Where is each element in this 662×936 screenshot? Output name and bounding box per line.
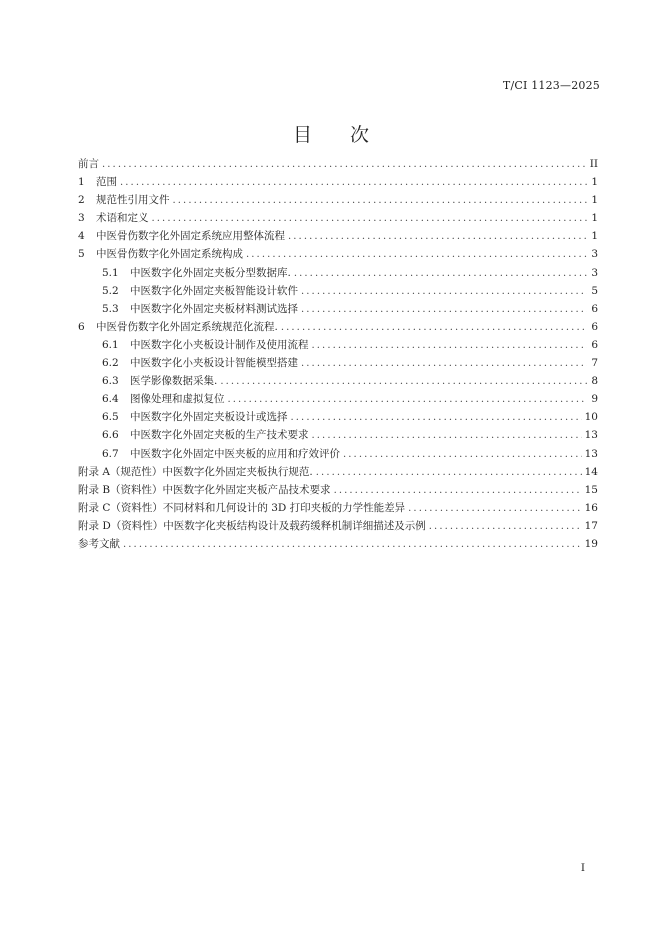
toc-dot-leader — [301, 301, 587, 319]
toc-entry-label: 中医数字化外固定夹板智能设计软件 — [130, 284, 298, 297]
toc-entry[interactable] — [78, 354, 598, 372]
toc-entry-label: 中医数字化小夹板设计制作及使用流程 — [130, 338, 309, 351]
toc-dot-leader — [123, 536, 582, 554]
toc-dot-leader — [220, 373, 587, 391]
toc-entry-label: 中医数字化外固定夹板设计或选择 — [130, 411, 288, 424]
toc-entry-page: 1 — [591, 230, 598, 243]
toc-dot-leader — [429, 518, 582, 536]
toc-entry-label: 中医骨伤数字化外固定系统规范化流程. — [96, 320, 278, 333]
toc-entry-number: 5 — [78, 248, 85, 261]
toc-entry[interactable] — [78, 426, 598, 444]
toc-entry[interactable] — [78, 445, 598, 463]
toc-entry[interactable] — [78, 264, 598, 282]
toc-entry-number: 6.6 — [102, 429, 119, 442]
toc-entry-number: 4 — [78, 230, 85, 243]
toc-entry-number: 6.3 — [102, 375, 119, 388]
toc-dot-leader — [246, 246, 587, 264]
toc-entry-label: 范围 — [96, 176, 117, 189]
toc-entry-label: 中医数字化外固定夹板分型数据库. — [130, 266, 291, 279]
toc-dot-leader — [288, 228, 587, 246]
toc-entry-label: 附录 A（规范性）中医数字化外固定夹板执行规范. — [78, 465, 313, 478]
toc-entry-page: 3 — [591, 248, 598, 261]
toc-entry-number: 5.3 — [102, 302, 119, 315]
toc-entry[interactable] — [78, 282, 598, 300]
toc-entry[interactable] — [78, 245, 598, 263]
toc-entry-page: 15 — [584, 483, 598, 496]
toc-entry-page: 13 — [584, 447, 598, 460]
toc-entry-page: 17 — [584, 519, 598, 532]
toc-entry[interactable] — [78, 155, 598, 173]
toc-entry-label: 中医数字化外固定夹板的生产技术要求 — [130, 429, 309, 442]
toc-entry-label: 中医数字化外固定中医夹板的应用和疗效评价 — [130, 447, 340, 460]
toc-dot-leader — [173, 192, 588, 210]
toc-entry-label: 图像处理和虚拟复位 — [130, 393, 225, 406]
toc-entry[interactable] — [78, 227, 598, 245]
standard-code: T/CI 1123—2025 — [502, 79, 600, 92]
toc-dot-leader — [120, 174, 587, 192]
toc-entry[interactable] — [78, 173, 598, 191]
toc-entry-label: 前言 — [78, 158, 99, 170]
toc-entry-label: 中医骨伤数字化外固定系统构成 — [96, 248, 243, 261]
toc-entry-label: 中医数字化小夹板设计智能模型搭建 — [130, 357, 298, 370]
toc-entry-number: 6.4 — [102, 393, 119, 406]
toc-entry-page: 19 — [584, 537, 598, 550]
toc-dot-leader — [291, 409, 582, 427]
toc-entry-page: 1 — [591, 194, 598, 207]
toc-entry[interactable] — [78, 499, 598, 517]
toc-dot-leader — [152, 210, 588, 228]
toc-entry[interactable] — [78, 191, 598, 209]
toc-entry[interactable] — [78, 463, 598, 481]
toc-entry[interactable] — [78, 209, 598, 227]
toc-entry[interactable] — [78, 300, 598, 318]
toc-entry-label: 附录 B（资料性）中医数字化外固定夹板产品技术要求 — [78, 483, 331, 496]
toc-entry-page: 13 — [584, 429, 598, 442]
toc-entry-label: 中医数字化外固定夹板材料测试选择 — [130, 302, 298, 315]
toc-dot-leader — [301, 283, 587, 301]
toc-entry-page: 3 — [591, 266, 598, 279]
toc-entry-label: 附录 D（资料性）中医数字化夹板结构设计及载药缓释机制详细描述及示例 — [78, 519, 426, 532]
toc-entry-number: 6.5 — [102, 411, 119, 424]
toc-entry-page: 16 — [584, 501, 598, 514]
toc-entry-page: 14 — [584, 465, 598, 478]
toc-entry-page: 6 — [591, 320, 598, 333]
toc-entry-label: 规范性引用文件 — [96, 194, 170, 207]
toc-dot-leader — [312, 427, 582, 445]
toc-entry-number: 1 — [78, 176, 85, 189]
toc-entry-label: 附录 C（资料性）不同材料和几何设计的 3D 打印夹板的力学性能差异 — [78, 501, 406, 514]
toc-entry-page: 9 — [591, 393, 598, 406]
toc-dot-leader — [408, 500, 581, 518]
toc-entry-label: 参考文献 — [78, 537, 120, 550]
toc-entry-page: 7 — [591, 357, 598, 370]
toc-entry-label: 中医骨伤数字化外固定系统应用整体流程 — [96, 230, 285, 243]
toc-dot-leader — [102, 156, 587, 174]
toc-entry-page: 10 — [584, 411, 598, 424]
toc-entry-page: II — [589, 158, 598, 170]
page-number: I — [580, 862, 585, 874]
toc-entry[interactable] — [78, 336, 598, 354]
toc-dot-leader — [294, 265, 587, 283]
table-of-contents — [78, 155, 598, 553]
toc-entry-number: 3 — [78, 212, 85, 225]
toc-entry[interactable] — [78, 481, 598, 499]
toc-dot-leader — [316, 464, 582, 482]
toc-entry-number: 6.2 — [102, 357, 119, 370]
toc-entry-page: 5 — [591, 284, 598, 297]
toc-entry[interactable] — [78, 390, 598, 408]
page-title: 目 次 — [292, 124, 369, 146]
toc-entry[interactable] — [78, 408, 598, 426]
toc-entry[interactable] — [78, 517, 598, 535]
toc-entry-page: 8 — [591, 375, 598, 388]
toc-entry-page: 1 — [591, 176, 598, 189]
toc-dot-leader — [228, 391, 588, 409]
toc-entry-number: 5.1 — [102, 266, 119, 279]
toc-entry-page: 6 — [591, 302, 598, 315]
toc-entry-number: 6.1 — [102, 338, 119, 351]
toc-dot-leader — [312, 337, 588, 355]
toc-dot-leader — [281, 319, 587, 337]
toc-entry-number: 6.7 — [102, 447, 119, 460]
toc-entry-label: 医学影像数据采集. — [130, 375, 218, 388]
toc-entry-page: 6 — [591, 338, 598, 351]
toc-dot-leader — [334, 482, 582, 500]
toc-entry-label: 术语和定义 — [96, 212, 149, 225]
toc-entry[interactable] — [78, 372, 598, 390]
toc-entry-page: 1 — [591, 212, 598, 225]
toc-entry[interactable] — [78, 318, 598, 336]
toc-entry-number: 6 — [78, 320, 85, 333]
toc-entry-number: 2 — [78, 194, 85, 207]
toc-dot-leader — [301, 355, 587, 373]
toc-entry-number: 5.2 — [102, 284, 119, 297]
toc-dot-leader — [343, 446, 582, 464]
toc-entry[interactable] — [78, 535, 598, 553]
